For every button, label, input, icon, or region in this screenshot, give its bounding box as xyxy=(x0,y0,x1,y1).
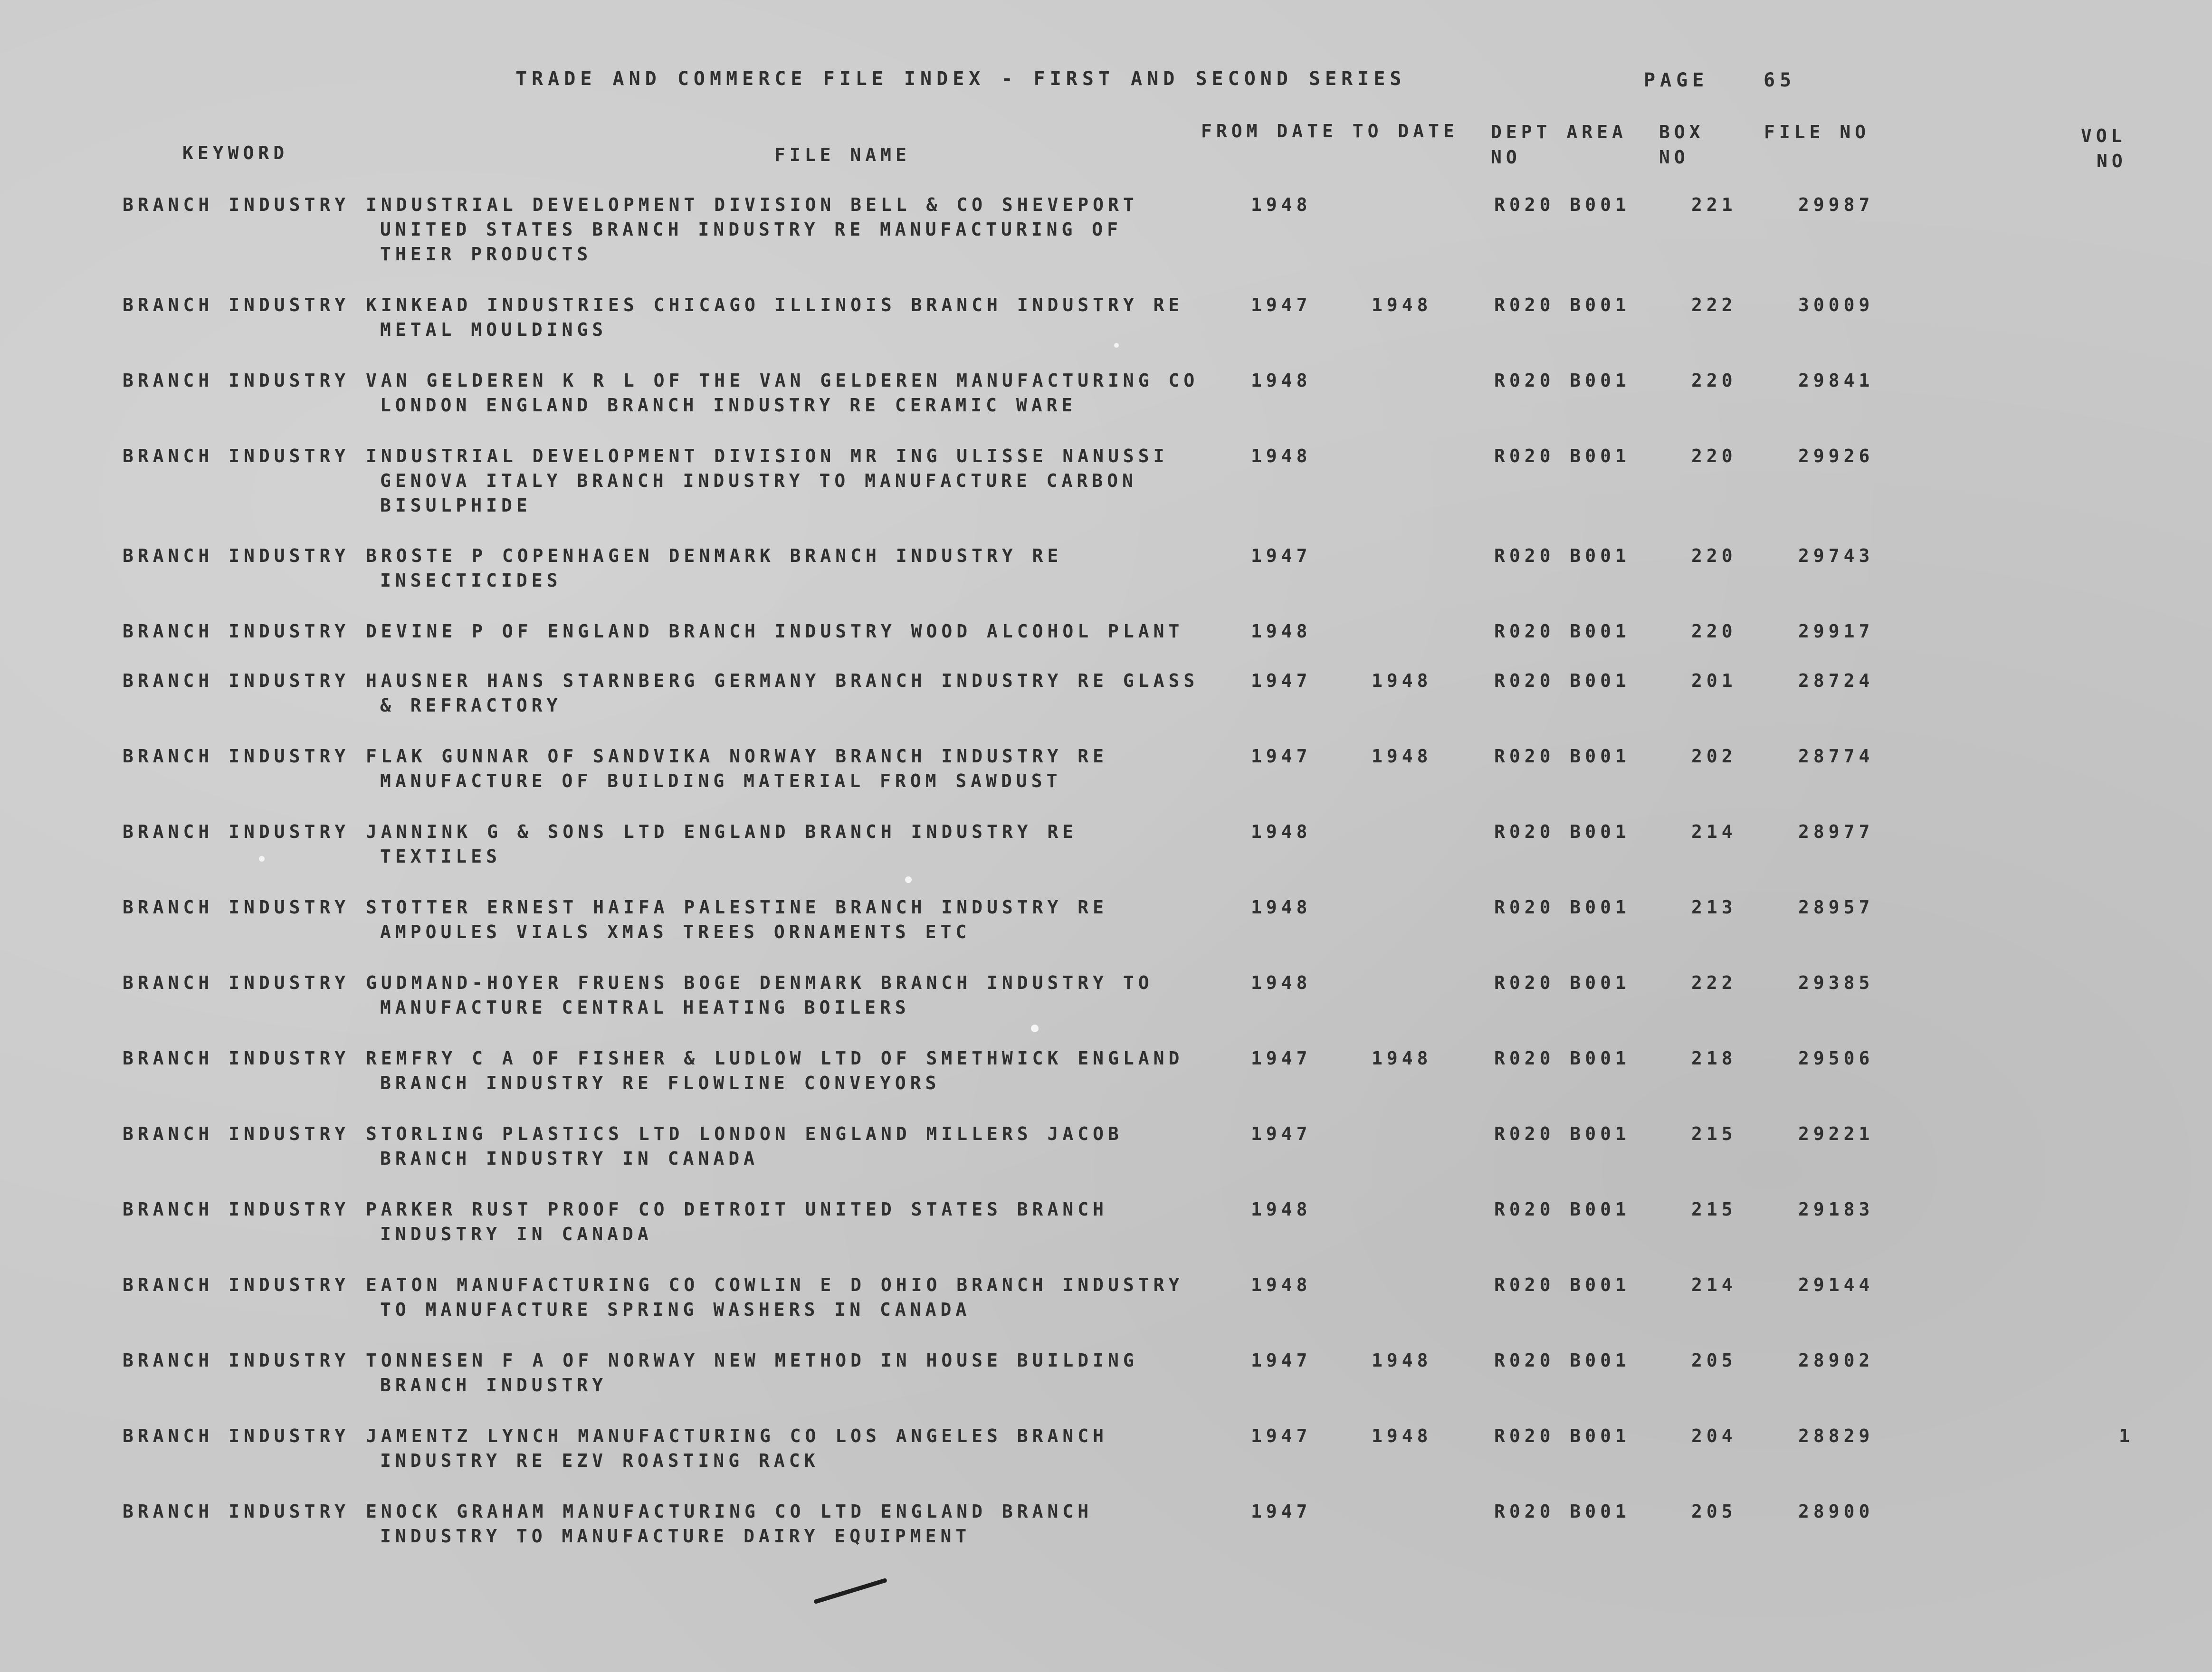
column-header-dept-no: NO xyxy=(1491,147,1521,168)
row-file-name-line: GENOVA ITALY BRANCH INDUSTRY TO MANUFACTURE CARBON xyxy=(380,470,1137,491)
row-box-no: 201 xyxy=(1691,670,1737,691)
film-speck xyxy=(1031,1025,1039,1032)
row-file-name-line: FLAK GUNNAR OF SANDVIKA NORWAY BRANCH INDUSTRY RE xyxy=(366,746,1108,767)
row-from-date: 1948 xyxy=(1251,621,1312,642)
row-file-name-line: VAN GELDEREN K R L OF THE VAN GELDEREN MANUFACTURING CO xyxy=(366,370,1199,391)
row-dept-area: R020 B001 xyxy=(1494,972,1630,993)
row-file-name-line: TONNESEN F A OF NORWAY NEW METHOD IN HOUSE BUILDING xyxy=(366,1350,1138,1371)
row-from-date: 1947 xyxy=(1251,746,1312,767)
row-file-name-line: REMFRY C A OF FISHER & LUDLOW LTD OF SMETHWICK ENGLAND xyxy=(366,1048,1184,1069)
row-from-date: 1948 xyxy=(1251,446,1312,466)
row-dept-area: R020 B001 xyxy=(1494,1123,1630,1144)
row-file-name-line: & REFRACTORY xyxy=(380,695,562,716)
row-file-no: 29183 xyxy=(1798,1199,1874,1220)
row-keyword: BRANCH INDUSTRY xyxy=(123,446,350,466)
row-file-name-line: AMPOULES VIALS XMAS TREES ORNAMENTS ETC xyxy=(380,922,971,942)
row-from-date: 1948 xyxy=(1251,194,1312,215)
row-file-name-line: THEIR PRODUCTS xyxy=(380,244,592,265)
row-from-date: 1947 xyxy=(1251,1123,1312,1144)
row-from-date: 1947 xyxy=(1251,1425,1312,1446)
row-file-no: 28900 xyxy=(1798,1501,1874,1522)
row-keyword: BRANCH INDUSTRY xyxy=(123,746,350,767)
row-file-name-line: EATON MANUFACTURING CO COWLIN E D OHIO BRANCH INDUSTRY xyxy=(366,1274,1184,1295)
row-file-no: 29144 xyxy=(1798,1274,1874,1295)
row-file-name-line: INDUSTRIAL DEVELOPMENT DIVISION MR ING ULISSE NANUSSI xyxy=(366,446,1169,466)
row-dept-area: R020 B001 xyxy=(1494,194,1630,215)
page-number: 65 xyxy=(1764,69,1796,91)
row-box-no: 220 xyxy=(1691,545,1737,566)
row-file-name-line: BRANCH INDUSTRY xyxy=(380,1375,608,1396)
row-file-no: 29926 xyxy=(1798,446,1874,466)
row-keyword: BRANCH INDUSTRY xyxy=(123,294,350,315)
row-keyword: BRANCH INDUSTRY xyxy=(123,1501,350,1522)
row-keyword: BRANCH INDUSTRY xyxy=(123,1274,350,1295)
row-from-date: 1947 xyxy=(1251,1048,1312,1069)
row-box-no: 222 xyxy=(1691,294,1737,315)
row-file-no: 28774 xyxy=(1798,746,1874,767)
row-to-date: 1948 xyxy=(1372,746,1432,767)
row-to-date: 1948 xyxy=(1372,1350,1432,1371)
row-to-date: 1948 xyxy=(1372,294,1432,315)
row-keyword: BRANCH INDUSTRY xyxy=(123,821,350,842)
row-to-date: 1948 xyxy=(1372,1048,1432,1069)
row-file-name-line: ENOCK GRAHAM MANUFACTURING CO LTD ENGLAND BRANCH xyxy=(366,1501,1093,1522)
row-file-name-line: BRANCH INDUSTRY IN CANADA xyxy=(380,1148,759,1169)
row-from-date: 1948 xyxy=(1251,370,1312,391)
row-file-name-line: UNITED STATES BRANCH INDUSTRY RE MANUFACTURING OF xyxy=(380,219,1123,240)
row-box-no: 222 xyxy=(1691,972,1737,993)
row-dept-area: R020 B001 xyxy=(1494,1048,1630,1069)
row-file-name-line: JANNINK G & SONS LTD ENGLAND BRANCH INDUSTRY RE xyxy=(366,821,1078,842)
column-header-box-no: NO xyxy=(1659,147,1689,168)
row-box-no: 218 xyxy=(1691,1048,1737,1069)
row-file-name-line: INDUSTRY TO MANUFACTURE DAIRY EQUIPMENT xyxy=(380,1526,971,1547)
row-keyword: BRANCH INDUSTRY xyxy=(123,370,350,391)
row-file-name-line: PARKER RUST PROOF CO DETROIT UNITED STATES BRANCH xyxy=(366,1199,1108,1220)
row-box-no: 205 xyxy=(1691,1350,1737,1371)
row-keyword: BRANCH INDUSTRY xyxy=(123,1350,350,1371)
row-box-no: 221 xyxy=(1691,194,1737,215)
row-dept-area: R020 B001 xyxy=(1494,1274,1630,1295)
row-file-name-line: STORLING PLASTICS LTD LONDON ENGLAND MILLERS JACOB xyxy=(366,1123,1123,1144)
row-box-no: 215 xyxy=(1691,1199,1737,1220)
row-dept-area: R020 B001 xyxy=(1494,294,1630,315)
row-dept-area: R020 B001 xyxy=(1494,670,1630,691)
row-file-name-line: INDUSTRY IN CANADA xyxy=(380,1224,653,1244)
row-from-date: 1948 xyxy=(1251,972,1312,993)
column-header-vol-no: NO xyxy=(2097,151,2127,171)
row-dept-area: R020 B001 xyxy=(1494,621,1630,642)
row-dept-area: R020 B001 xyxy=(1494,446,1630,466)
row-file-no: 30009 xyxy=(1798,294,1874,315)
row-file-name-line: METAL MOULDINGS xyxy=(380,319,608,340)
row-from-date: 1947 xyxy=(1251,1501,1312,1522)
row-dept-area: R020 B001 xyxy=(1494,1501,1630,1522)
row-vol-no: 1 xyxy=(2119,1425,2134,1446)
row-from-date: 1948 xyxy=(1251,1274,1312,1295)
row-from-date: 1948 xyxy=(1251,821,1312,842)
row-file-name-line: MANUFACTURE CENTRAL HEATING BOILERS xyxy=(380,997,910,1018)
column-header-vol: VOL xyxy=(2081,125,2126,146)
row-file-no: 28724 xyxy=(1798,670,1874,691)
row-file-name-line: BRANCH INDUSTRY RE FLOWLINE CONVEYORS xyxy=(380,1073,941,1093)
row-file-no: 28829 xyxy=(1798,1425,1874,1446)
row-from-date: 1948 xyxy=(1251,1199,1312,1220)
row-file-name-line: JAMENTZ LYNCH MANUFACTURING CO LOS ANGELES BRANCH xyxy=(366,1425,1108,1446)
row-keyword: BRANCH INDUSTRY xyxy=(123,621,350,642)
row-from-date: 1947 xyxy=(1251,545,1312,566)
row-keyword: BRANCH INDUSTRY xyxy=(123,1123,350,1144)
row-file-no: 29841 xyxy=(1798,370,1874,391)
row-to-date: 1948 xyxy=(1372,670,1432,691)
row-keyword: BRANCH INDUSTRY xyxy=(123,670,350,691)
row-file-name-line: MANUFACTURE OF BUILDING MATERIAL FROM SAWDUST xyxy=(380,770,1062,791)
row-file-name-line: STOTTER ERNEST HAIFA PALESTINE BRANCH INDUSTRY RE xyxy=(366,897,1108,918)
row-keyword: BRANCH INDUSTRY xyxy=(123,897,350,918)
row-file-no: 29743 xyxy=(1798,545,1874,566)
film-speck xyxy=(259,856,265,862)
column-header-dates: FROM DATE TO DATE xyxy=(1201,121,1459,142)
row-file-name-line: BISULPHIDE xyxy=(380,495,532,516)
column-header-file-no: FILE NO xyxy=(1764,122,1870,142)
row-file-no: 28957 xyxy=(1798,897,1874,918)
row-file-name-line: INDUSTRY RE EZV ROASTING RACK xyxy=(380,1450,820,1471)
row-file-no: 29917 xyxy=(1798,621,1874,642)
row-dept-area: R020 B001 xyxy=(1494,897,1630,918)
page-title: TRADE AND COMMERCE FILE INDEX - FIRST AND SECOND SERIES xyxy=(515,68,1406,90)
row-keyword: BRANCH INDUSTRY xyxy=(123,1199,350,1220)
row-dept-area: R020 B001 xyxy=(1494,1199,1630,1220)
row-keyword: BRANCH INDUSTRY xyxy=(123,545,350,566)
row-box-no: 220 xyxy=(1691,370,1737,391)
row-box-no: 214 xyxy=(1691,1274,1737,1295)
column-header-keyword: KEYWORD xyxy=(182,142,289,163)
row-file-name-line: DEVINE P OF ENGLAND BRANCH INDUSTRY WOOD ALCOHOL PLANT xyxy=(366,621,1184,642)
row-from-date: 1947 xyxy=(1251,1350,1312,1371)
row-box-no: 205 xyxy=(1691,1501,1737,1522)
film-scratch xyxy=(813,1578,887,1604)
column-header-file-name: FILE NAME xyxy=(774,144,911,165)
row-dept-area: R020 B001 xyxy=(1494,821,1630,842)
row-file-no: 29221 xyxy=(1798,1123,1874,1144)
row-box-no: 220 xyxy=(1691,446,1737,466)
film-speck xyxy=(905,876,912,883)
row-file-no: 29385 xyxy=(1798,972,1874,993)
row-file-name-line: GUDMAND-HOYER FRUENS BOGE DENMARK BRANCH INDUSTRY TO xyxy=(366,972,1154,993)
row-box-no: 220 xyxy=(1691,621,1737,642)
row-from-date: 1947 xyxy=(1251,294,1312,315)
row-file-no: 28902 xyxy=(1798,1350,1874,1371)
row-box-no: 213 xyxy=(1691,897,1737,918)
row-dept-area: R020 B001 xyxy=(1494,1350,1630,1371)
row-to-date: 1948 xyxy=(1372,1425,1432,1446)
row-box-no: 214 xyxy=(1691,821,1737,842)
row-file-name-line: LONDON ENGLAND BRANCH INDUSTRY RE CERAMIC WARE xyxy=(380,395,1077,416)
page-label: PAGE xyxy=(1644,69,1709,91)
row-from-date: 1947 xyxy=(1251,670,1312,691)
row-dept-area: R020 B001 xyxy=(1494,746,1630,767)
row-file-name-line: TO MANUFACTURE SPRING WASHERS IN CANADA xyxy=(380,1299,971,1320)
row-from-date: 1948 xyxy=(1251,897,1312,918)
row-dept-area: R020 B001 xyxy=(1494,545,1630,566)
row-file-name-line: INDUSTRIAL DEVELOPMENT DIVISION BELL & CO SHEVEPORT xyxy=(366,194,1138,215)
row-keyword: BRANCH INDUSTRY xyxy=(123,1425,350,1446)
row-dept-area: R020 B001 xyxy=(1494,370,1630,391)
row-file-name-line: TEXTILES xyxy=(380,846,502,867)
column-header-box: BOX xyxy=(1659,122,1705,142)
row-file-name-line: INSECTICIDES xyxy=(380,570,562,591)
film-speck xyxy=(1114,343,1119,348)
row-keyword: BRANCH INDUSTRY xyxy=(123,1048,350,1069)
row-file-name-line: BROSTE P COPENHAGEN DENMARK BRANCH INDUSTRY RE xyxy=(366,545,1063,566)
row-file-no: 29506 xyxy=(1798,1048,1874,1069)
row-box-no: 204 xyxy=(1691,1425,1737,1446)
row-box-no: 202 xyxy=(1691,746,1737,767)
row-keyword: BRANCH INDUSTRY xyxy=(123,194,350,215)
row-file-name-line: KINKEAD INDUSTRIES CHICAGO ILLINOIS BRANCH INDUSTRY RE xyxy=(366,294,1184,315)
column-header-dept-area: DEPT AREA xyxy=(1491,122,1627,142)
row-file-name-line: HAUSNER HANS STARNBERG GERMANY BRANCH INDUSTRY RE GLASS xyxy=(366,670,1199,691)
row-file-no: 29987 xyxy=(1798,194,1874,215)
row-dept-area: R020 B001 xyxy=(1494,1425,1630,1446)
row-file-no: 28977 xyxy=(1798,821,1874,842)
row-keyword: BRANCH INDUSTRY xyxy=(123,972,350,993)
row-box-no: 215 xyxy=(1691,1123,1737,1144)
